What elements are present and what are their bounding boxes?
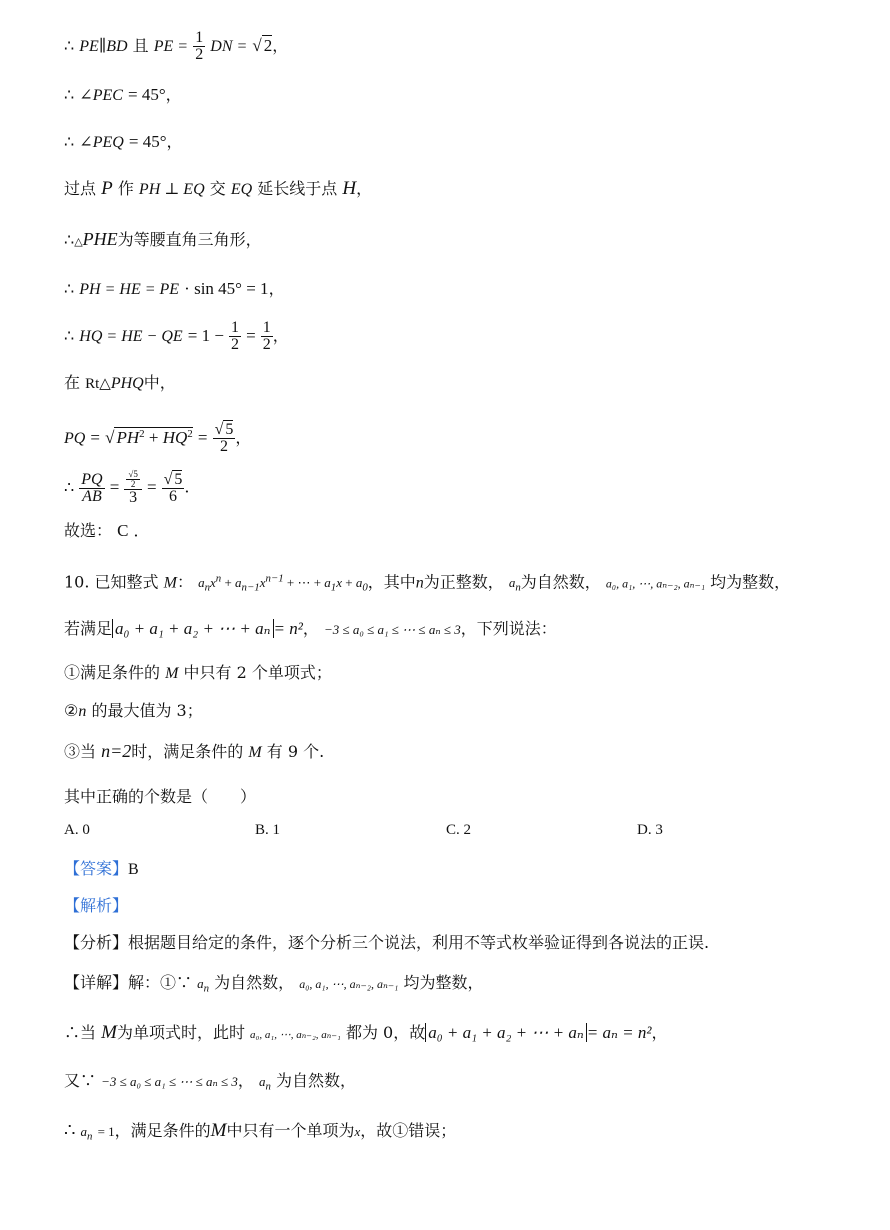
math-text: M: [165, 665, 179, 682]
option-b: B. 1: [255, 822, 281, 838]
detail-line-2: [64, 1022, 667, 1046]
punct: ，: [272, 326, 289, 345]
detail-label: 【详解】: [64, 973, 129, 992]
absolute-sum: a₀ + a₁ + a₂ + ⋯ + aₙ: [112, 619, 274, 638]
text: ，其中: [367, 572, 416, 592]
sqrt-value: 2: [263, 36, 273, 55]
math-text: Rt△: [85, 376, 111, 392]
line-ph-he: [64, 278, 285, 301]
math-text: PQ: [64, 430, 86, 447]
numerator: 1: [231, 319, 240, 336]
math-text: ∠PEC: [79, 87, 123, 104]
option-a: A. 0: [64, 822, 90, 838]
math-text: a₀, a₁, ⋯, aₙ₋₂, aₙ₋₁: [605, 576, 705, 591]
question-10-line2: [64, 618, 557, 641]
question-ask: [64, 786, 256, 808]
math-text: x: [210, 575, 216, 591]
therefore: ∴: [64, 85, 75, 104]
punct: ，: [302, 619, 319, 638]
text: 为自然数，: [276, 1071, 357, 1090]
math-text: a: [355, 575, 363, 591]
math-text: EQ: [230, 181, 253, 198]
math-text: = aₙ = n²: [586, 1023, 652, 1042]
subscript: n: [265, 1080, 271, 1093]
denominator: 3: [129, 489, 138, 506]
therefore: ∴: [64, 477, 75, 497]
text: 为自然数，: [214, 973, 295, 992]
punct: ，: [268, 279, 285, 298]
plus: +: [148, 428, 159, 447]
statement-1: [64, 662, 332, 685]
math-text: PHQ: [110, 375, 144, 392]
subscript: 0: [362, 581, 368, 594]
punct: ，: [237, 1071, 254, 1090]
equals: =: [90, 428, 101, 447]
math-text: PE =: [153, 38, 189, 55]
math-text: n: [78, 703, 87, 720]
text: 故选：: [64, 521, 113, 540]
dots: + ⋯ +: [286, 575, 322, 591]
line-pq: PQ = √ $PH^2 + HQ^2$ = $\frac{√ 5}{2}$ ，: [64, 421, 252, 455]
math-text: ∠PEQ: [79, 134, 124, 151]
equals: =: [197, 428, 208, 447]
line-angle-peq: [64, 131, 183, 154]
math-text: = 45°: [128, 85, 166, 104]
text: 均为整数，: [403, 973, 484, 992]
subscript: n: [87, 1130, 93, 1143]
answer-value: B: [128, 861, 139, 878]
math-text: x: [354, 1124, 361, 1139]
plus: +: [345, 575, 353, 591]
math-text: M: [101, 1022, 117, 1043]
text: ∴当: [64, 1023, 97, 1042]
math-text: n: [415, 574, 424, 592]
question-10-line1: 10. 已知整式 M： $a_nx^n + a_{n-1}x^{n-1}$ + ⋯ + $a_1x + a_0$，其中n为正整数， $a_n$为自然数， a₀, a₁, ⋯, aₙ₋₂, aₙ₋₁ 均为整数，: [64, 572, 791, 594]
numerator: PQ: [81, 470, 103, 488]
superscript: n−1: [265, 573, 284, 585]
therefore: ∴: [64, 326, 75, 345]
punct: .: [184, 477, 190, 497]
math-text: HQ: [162, 428, 188, 447]
exponent: 2: [139, 428, 145, 440]
line-angle-pec: [64, 84, 182, 107]
math-text: n=2: [101, 741, 132, 761]
line-in-rt-triangle: [64, 372, 176, 395]
fraction: $\frac{√ 5}{6}$: [163, 470, 183, 505]
inequality: −3 ≤ a₀ ≤ a₁ ≤ ⋯ ≤ aₙ ≤ 3: [101, 1074, 238, 1089]
subscript: 1: [330, 581, 337, 594]
fraction: [193, 30, 205, 63]
math-text: · sin 45° = 1: [184, 279, 269, 298]
line-ratio: [64, 470, 190, 506]
analysis-line: [64, 932, 709, 954]
answer-letter: C: [117, 521, 129, 540]
detail-line-3: [64, 1070, 356, 1098]
math-text: M: [210, 1120, 227, 1141]
math-text: x: [336, 575, 342, 591]
text: 为单项式时，此时: [116, 1023, 245, 1042]
math-text: PH ⊥ EQ: [138, 181, 205, 198]
therefore: ∴: [64, 279, 75, 298]
math-text: a₀, a₁, ⋯, aₙ₋₂, aₙ₋₁: [299, 977, 399, 991]
math-text: a: [198, 575, 205, 591]
text: 有 9 个.: [266, 742, 325, 761]
math-text: a: [80, 1124, 88, 1139]
text: 中只有 2 个单项式；: [183, 663, 332, 682]
subscript: n: [515, 581, 521, 594]
text: 为等腰直角三角形，: [117, 230, 262, 249]
denominator: 2: [231, 336, 240, 353]
text: 在: [64, 373, 81, 392]
text: 其中正确的个数是（ ）: [64, 787, 257, 806]
sqrt-value: 5: [174, 470, 183, 488]
math-text: = 45°: [128, 132, 167, 151]
math-text: PH: [116, 428, 140, 447]
text: 交: [209, 179, 226, 198]
answer-tag: 【答案】: [64, 859, 129, 878]
denominator: 2: [219, 438, 228, 455]
detail-line-1: [64, 972, 483, 1000]
punct: ，: [356, 179, 373, 198]
math-text: = 1 −: [187, 326, 224, 345]
equals: =: [109, 477, 120, 497]
math-text: PHE: [82, 229, 118, 249]
punct: ，: [165, 85, 182, 104]
text: ，下列说法：: [460, 619, 557, 638]
option-c: C. 2: [446, 822, 472, 838]
statement-2: [64, 700, 203, 723]
answer-line: [64, 858, 139, 881]
sqrt-value: 5: [225, 421, 234, 438]
line-hq: [64, 320, 289, 353]
text: 过点: [64, 179, 97, 198]
absolute-sum: a₀ + a₁ + a₂ + ⋯ + aₙ: [425, 1023, 587, 1042]
math-text: a: [197, 976, 204, 991]
option-d: D. 3: [637, 822, 663, 838]
text: ，满足条件的: [114, 1121, 211, 1140]
denominator: 2: [130, 479, 136, 489]
punct: ，: [166, 132, 183, 151]
superscript: n: [215, 573, 222, 585]
equals: =: [146, 477, 157, 497]
text: ，故①错误；: [360, 1121, 457, 1140]
text: 均为整数，: [710, 572, 791, 592]
fraction: $\frac{\frac{√5}{2}}{3}$: [124, 470, 141, 506]
analysis-label: 【分析】: [64, 933, 129, 952]
statement-3: [64, 740, 324, 764]
math-text: a: [324, 575, 331, 591]
math-text: a: [258, 1074, 266, 1089]
punct: ，: [272, 36, 289, 55]
math-text: a₀, a₁, ⋯, aₙ₋₂, aₙ₋₁: [250, 1029, 341, 1041]
text: 为自然数，: [520, 572, 601, 592]
line-isosceles: [64, 228, 262, 253]
numerator: 1: [262, 319, 271, 336]
math-text: = 1: [97, 1124, 115, 1139]
text: 中，: [143, 373, 176, 392]
text: 解：①∵: [128, 973, 193, 992]
subscript: n−1: [241, 581, 260, 594]
question-number: 10. 已知整式: [64, 572, 159, 592]
text: 且: [132, 36, 149, 55]
math-text: a: [508, 575, 516, 591]
numerator: 1: [195, 29, 204, 46]
exponent: 2: [187, 428, 193, 440]
text: 延长线于点: [257, 179, 338, 198]
analysis-tag-line: [64, 895, 128, 917]
therefore: ∴: [64, 1120, 76, 1141]
denominator: AB: [82, 487, 102, 505]
text: 中只有一个单项为: [226, 1121, 355, 1140]
detail-line-4: [64, 1120, 456, 1148]
math-text: H: [342, 178, 357, 199]
math-text: M: [248, 744, 262, 761]
line-construct-ph: [64, 178, 372, 201]
text: 若满足: [64, 619, 113, 638]
math-text: = n²: [273, 619, 303, 638]
text: 时，满足条件的: [131, 742, 244, 761]
subscript: n: [203, 982, 210, 995]
line-choose: [64, 520, 150, 542]
inequality: −3 ≤ a₀ ≤ a₁ ≤ ⋯ ≤ aₙ ≤ 3: [323, 622, 461, 637]
fraction: [79, 472, 104, 505]
text: ②: [64, 701, 79, 720]
text: 的最大值为 3；: [91, 701, 203, 720]
text: 为正整数，: [423, 572, 504, 592]
equals: =: [246, 326, 256, 345]
fraction: [229, 320, 241, 353]
fraction: [261, 320, 273, 353]
therefore: ∴: [64, 132, 75, 151]
punct: ：: [176, 572, 193, 592]
math-text: P: [101, 178, 113, 199]
denominator: 2: [262, 336, 271, 353]
fraction: $\frac{√ 5}{2}$: [214, 421, 234, 455]
subscript: n: [204, 581, 210, 594]
sqrt-value: 5: [133, 469, 138, 479]
text: ③当: [64, 742, 97, 761]
denominator: 2: [195, 46, 204, 63]
punct: ．: [133, 521, 150, 540]
math-text: PH = HE = PE: [79, 281, 180, 298]
punct: ，: [235, 428, 252, 447]
line-pe-parallel-bd: ∴ PE∥BD 且 PE = $\frac{1}{2}$ DN = √ 2，: [64, 29, 289, 63]
math-text: PE∥BD: [79, 38, 128, 55]
text: 作: [117, 179, 134, 198]
text: 都为 0，故: [345, 1023, 426, 1042]
analysis-tag: 【解析】: [64, 896, 129, 915]
text: 根据题目给定的条件，逐个分析三个说法，利用不等式枚举验证得到各说法的正误.: [128, 933, 710, 952]
therefore: ∴: [64, 230, 75, 249]
punct: ，: [651, 1023, 668, 1042]
text: ①满足条件的: [64, 663, 161, 682]
triangle-symbol: △: [74, 235, 83, 248]
plus: +: [224, 575, 232, 591]
math-text: DN =: [210, 38, 248, 55]
text: 又∵: [64, 1071, 97, 1090]
denominator: 6: [169, 487, 178, 505]
math-text: HQ = HE − QE: [79, 328, 183, 345]
math-text: M: [163, 574, 177, 592]
therefore: ∴: [64, 36, 75, 55]
